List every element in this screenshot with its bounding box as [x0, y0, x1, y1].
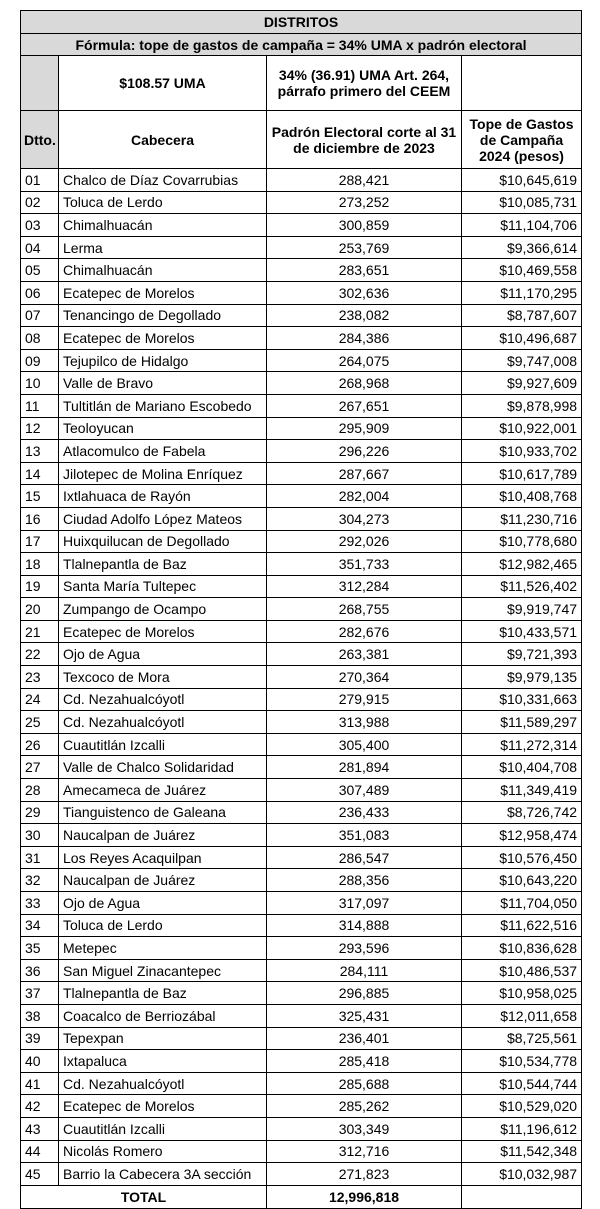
cell-dtto: 03 [21, 214, 59, 237]
cell-padron: 292,026 [267, 530, 462, 553]
cell-cabecera: Cuautitlán Izcalli [59, 733, 267, 756]
cell-padron: 304,273 [267, 507, 462, 530]
cell-dtto: 24 [21, 688, 59, 711]
cell-tope: $11,589,297 [462, 711, 582, 734]
cell-cabecera: Cd. Nezahualcóyotl [59, 688, 267, 711]
cell-tope: $9,747,008 [462, 349, 582, 372]
cell-dtto: 02 [21, 191, 59, 214]
table-row [21, 281, 582, 304]
table-row [21, 259, 582, 282]
cell-tope: $10,643,220 [462, 869, 582, 892]
cell-dtto: 37 [21, 982, 59, 1005]
cell-dtto: 21 [21, 620, 59, 643]
cell-cabecera: Barrio la Cabecera 3A sección [59, 1163, 267, 1186]
cell-padron: 293,596 [267, 937, 462, 960]
cell-cabecera: Teoloyucan [59, 417, 267, 440]
cell-dtto: 09 [21, 349, 59, 372]
cell-padron: 302,636 [267, 281, 462, 304]
cell-cabecera: Naucalpan de Juárez [59, 824, 267, 847]
table-row [21, 169, 582, 192]
cell-dtto: 22 [21, 643, 59, 666]
table-row [21, 214, 582, 237]
cell-cabecera: Cd. Nezahualcóyotl [59, 711, 267, 734]
cell-tope: $10,933,702 [462, 440, 582, 463]
cell-padron: 285,418 [267, 1050, 462, 1073]
table-row [21, 1140, 582, 1163]
table-row [21, 666, 582, 689]
distritos-sheet [20, 10, 581, 1209]
cell-dtto: 40 [21, 1050, 59, 1073]
cell-padron: 312,716 [267, 1140, 462, 1163]
cell-tope: $12,011,658 [462, 1004, 582, 1027]
cell-cabecera: Tlalnepantla de Baz [59, 553, 267, 576]
cell-tope: $10,836,628 [462, 937, 582, 960]
table-row [21, 846, 582, 869]
cell-padron: 267,651 [267, 394, 462, 417]
cell-padron: 314,888 [267, 914, 462, 937]
table-row [21, 892, 582, 915]
cell-tope: $10,958,025 [462, 982, 582, 1005]
cell-padron: 273,252 [267, 191, 462, 214]
cell-padron: 253,769 [267, 236, 462, 259]
uma-percent: 34% (36.91) UMA Art. 264, párrafo primero del CEEM [267, 56, 462, 111]
col-header-padron: Padrón Electoral corte al 31 de diciembre de 2023 [267, 111, 462, 169]
cell-tope: $9,919,747 [462, 598, 582, 621]
cell-dtto: 42 [21, 1095, 59, 1118]
col-header-tope: Tope de Gastos de Campaña 2024 (pesos) [462, 111, 582, 169]
cell-padron: 285,262 [267, 1095, 462, 1118]
cell-cabecera: Ecatepec de Morelos [59, 620, 267, 643]
cell-cabecera: Ojo de Agua [59, 643, 267, 666]
table-row [21, 733, 582, 756]
cell-padron: 271,823 [267, 1163, 462, 1186]
table-row [21, 191, 582, 214]
cell-tope: $11,230,716 [462, 507, 582, 530]
cell-padron: 281,894 [267, 756, 462, 779]
uma-value: $108.57 UMA [59, 56, 267, 111]
cell-dtto: 11 [21, 394, 59, 417]
cell-padron: 279,915 [267, 688, 462, 711]
table-row [21, 1117, 582, 1140]
table-row [21, 507, 582, 530]
cell-cabecera: Cd. Nezahualcóyotl [59, 1072, 267, 1095]
col-header-cabecera: Cabecera [59, 111, 267, 169]
cell-cabecera: Ojo de Agua [59, 892, 267, 915]
total-row [21, 1185, 582, 1208]
cell-tope: $10,922,001 [462, 417, 582, 440]
table-row [21, 417, 582, 440]
table-row [21, 485, 582, 508]
cell-tope: $9,721,393 [462, 643, 582, 666]
column-header-row [21, 111, 582, 169]
cell-padron: 282,004 [267, 485, 462, 508]
cell-dtto: 39 [21, 1027, 59, 1050]
cell-cabecera: Coacalco de Berriozábal [59, 1004, 267, 1027]
cell-tope: $10,032,987 [462, 1163, 582, 1186]
cell-dtto: 36 [21, 959, 59, 982]
cell-cabecera: Ecatepec de Morelos [59, 327, 267, 350]
cell-dtto: 19 [21, 575, 59, 598]
cell-dtto: 41 [21, 1072, 59, 1095]
cell-dtto: 16 [21, 507, 59, 530]
cell-padron: 268,755 [267, 598, 462, 621]
table-row [21, 756, 582, 779]
cell-padron: 268,968 [267, 372, 462, 395]
cell-tope: $9,878,998 [462, 394, 582, 417]
cell-dtto: 06 [21, 281, 59, 304]
cell-dtto: 08 [21, 327, 59, 350]
cell-tope: $9,366,614 [462, 236, 582, 259]
cell-cabecera: Chimalhuacán [59, 214, 267, 237]
cell-cabecera: Naucalpan de Juárez [59, 869, 267, 892]
cell-dtto: 13 [21, 440, 59, 463]
cell-tope: $10,617,789 [462, 462, 582, 485]
cell-cabecera: San Miguel Zinacantepec [59, 959, 267, 982]
cell-tope: $10,544,744 [462, 1072, 582, 1095]
cell-cabecera: Tenancingo de Degollado [59, 304, 267, 327]
table-row [21, 1095, 582, 1118]
cell-dtto: 01 [21, 169, 59, 192]
cell-tope: $8,787,607 [462, 304, 582, 327]
table-row [21, 1004, 582, 1027]
cell-dtto: 43 [21, 1117, 59, 1140]
cell-dtto: 34 [21, 914, 59, 937]
cell-cabecera: Ecatepec de Morelos [59, 1095, 267, 1118]
formula-row [21, 34, 582, 56]
cell-dtto: 30 [21, 824, 59, 847]
table-row [21, 553, 582, 576]
uma-blank [462, 56, 582, 111]
cell-cabecera: Tejupilco de Hidalgo [59, 349, 267, 372]
cell-cabecera: Lerma [59, 236, 267, 259]
distritos-table [20, 10, 582, 1209]
cell-cabecera: Zumpango de Ocampo [59, 598, 267, 621]
table-row [21, 779, 582, 802]
cell-dtto: 45 [21, 1163, 59, 1186]
cell-dtto: 14 [21, 462, 59, 485]
cell-tope: $10,469,558 [462, 259, 582, 282]
cell-cabecera: Tultitlán de Mariano Escobedo [59, 394, 267, 417]
cell-dtto: 10 [21, 372, 59, 395]
table-row [21, 914, 582, 937]
cell-dtto: 05 [21, 259, 59, 282]
table-row [21, 1027, 582, 1050]
cell-dtto: 04 [21, 236, 59, 259]
cell-tope: $11,349,419 [462, 779, 582, 802]
cell-padron: 305,400 [267, 733, 462, 756]
cell-padron: 270,364 [267, 666, 462, 689]
cell-cabecera: Ixtlahuaca de Rayón [59, 485, 267, 508]
cell-padron: 296,885 [267, 982, 462, 1005]
cell-dtto: 12 [21, 417, 59, 440]
cell-padron: 300,859 [267, 214, 462, 237]
table-row [21, 959, 582, 982]
table-row [21, 1050, 582, 1073]
table-row [21, 801, 582, 824]
table-row [21, 620, 582, 643]
cell-cabecera: Ciudad Adolfo López Mateos [59, 507, 267, 530]
cell-padron: 351,083 [267, 824, 462, 847]
cell-padron: 317,097 [267, 892, 462, 915]
cell-dtto: 31 [21, 846, 59, 869]
cell-padron: 284,386 [267, 327, 462, 350]
cell-dtto: 07 [21, 304, 59, 327]
cell-cabecera: Valle de Bravo [59, 372, 267, 395]
cell-cabecera: Texcoco de Mora [59, 666, 267, 689]
cell-cabecera: Ecatepec de Morelos [59, 281, 267, 304]
table-row [21, 824, 582, 847]
table-row [21, 575, 582, 598]
cell-tope: $10,778,680 [462, 530, 582, 553]
cell-tope: $11,104,706 [462, 214, 582, 237]
cell-padron: 283,651 [267, 259, 462, 282]
cell-cabecera: Los Reyes Acaquilpan [59, 846, 267, 869]
table-row [21, 530, 582, 553]
cell-dtto: 15 [21, 485, 59, 508]
cell-cabecera: Atlacomulco de Fabela [59, 440, 267, 463]
cell-tope: $11,196,612 [462, 1117, 582, 1140]
table-row [21, 937, 582, 960]
cell-padron: 286,547 [267, 846, 462, 869]
cell-dtto: 20 [21, 598, 59, 621]
cell-tope: $12,982,465 [462, 553, 582, 576]
cell-padron: 307,489 [267, 779, 462, 802]
table-row [21, 349, 582, 372]
cell-dtto: 38 [21, 1004, 59, 1027]
cell-dtto: 35 [21, 937, 59, 960]
table-row [21, 711, 582, 734]
cell-tope: $11,704,050 [462, 892, 582, 915]
cell-dtto: 28 [21, 779, 59, 802]
cell-tope: $11,622,516 [462, 914, 582, 937]
cell-cabecera: Chimalhuacán [59, 259, 267, 282]
cell-cabecera: Toluca de Lerdo [59, 191, 267, 214]
table-row [21, 1072, 582, 1095]
cell-tope: $11,272,314 [462, 733, 582, 756]
cell-padron: 296,226 [267, 440, 462, 463]
cell-padron: 288,356 [267, 869, 462, 892]
cell-tope: $8,725,561 [462, 1027, 582, 1050]
cell-cabecera: Jilotepec de Molina Enríquez [59, 462, 267, 485]
table-title: DISTRITOS [21, 11, 582, 34]
cell-cabecera: Santa María Tultepec [59, 575, 267, 598]
formula-text: Fórmula: tope de gastos de campaña = 34% UMA x padrón electoral [21, 34, 582, 56]
table-row [21, 598, 582, 621]
cell-dtto: 25 [21, 711, 59, 734]
cell-tope: $12,958,474 [462, 824, 582, 847]
cell-tope: $11,170,295 [462, 281, 582, 304]
cell-cabecera: Ixtapaluca [59, 1050, 267, 1073]
uma-spacer [21, 56, 59, 111]
cell-tope: $10,433,571 [462, 620, 582, 643]
cell-cabecera: Chalco de Díaz Covarrubias [59, 169, 267, 192]
cell-cabecera: Amecameca de Juárez [59, 779, 267, 802]
cell-dtto: 18 [21, 553, 59, 576]
cell-dtto: 23 [21, 666, 59, 689]
cell-padron: 313,988 [267, 711, 462, 734]
cell-cabecera: Cuautitlán Izcalli [59, 1117, 267, 1140]
cell-tope: $10,529,020 [462, 1095, 582, 1118]
cell-tope: $10,645,619 [462, 169, 582, 192]
table-row [21, 327, 582, 350]
cell-padron: 288,421 [267, 169, 462, 192]
uma-row [21, 56, 582, 111]
cell-padron: 295,909 [267, 417, 462, 440]
total-padron: 12,996,818 [267, 1185, 462, 1208]
total-tope [462, 1185, 582, 1208]
cell-padron: 287,667 [267, 462, 462, 485]
table-row [21, 688, 582, 711]
cell-cabecera: Valle de Chalco Solidaridad [59, 756, 267, 779]
table-row [21, 462, 582, 485]
table-row [21, 304, 582, 327]
table-row [21, 440, 582, 463]
cell-dtto: 44 [21, 1140, 59, 1163]
table-row [21, 372, 582, 395]
cell-tope: $9,979,135 [462, 666, 582, 689]
cell-dtto: 27 [21, 756, 59, 779]
cell-padron: 238,082 [267, 304, 462, 327]
cell-padron: 236,433 [267, 801, 462, 824]
cell-tope: $10,408,768 [462, 485, 582, 508]
table-row [21, 982, 582, 1005]
cell-tope: $10,576,450 [462, 846, 582, 869]
cell-padron: 325,431 [267, 1004, 462, 1027]
cell-dtto: 29 [21, 801, 59, 824]
cell-tope: $10,486,537 [462, 959, 582, 982]
cell-cabecera: Metepec [59, 937, 267, 960]
cell-tope: $9,927,609 [462, 372, 582, 395]
total-label: TOTAL [21, 1185, 267, 1208]
cell-tope: $10,331,663 [462, 688, 582, 711]
cell-tope: $8,726,742 [462, 801, 582, 824]
cell-dtto: 32 [21, 869, 59, 892]
table-row [21, 394, 582, 417]
cell-padron: 282,676 [267, 620, 462, 643]
cell-tope: $10,404,708 [462, 756, 582, 779]
cell-padron: 303,349 [267, 1117, 462, 1140]
cell-dtto: 33 [21, 892, 59, 915]
col-header-dtto: Dtto. [21, 111, 59, 169]
cell-padron: 285,688 [267, 1072, 462, 1095]
cell-tope: $10,534,778 [462, 1050, 582, 1073]
cell-padron: 263,381 [267, 643, 462, 666]
title-row [21, 11, 582, 34]
cell-padron: 312,284 [267, 575, 462, 598]
cell-padron: 264,075 [267, 349, 462, 372]
cell-cabecera: Tlalnepantla de Baz [59, 982, 267, 1005]
cell-tope: $11,542,348 [462, 1140, 582, 1163]
cell-cabecera: Huixquilucan de Degollado [59, 530, 267, 553]
cell-tope: $10,085,731 [462, 191, 582, 214]
cell-padron: 284,111 [267, 959, 462, 982]
table-row [21, 643, 582, 666]
cell-cabecera: Tianguistenco de Galeana [59, 801, 267, 824]
cell-tope: $10,496,687 [462, 327, 582, 350]
cell-dtto: 17 [21, 530, 59, 553]
cell-padron: 351,733 [267, 553, 462, 576]
cell-padron: 236,401 [267, 1027, 462, 1050]
cell-dtto: 26 [21, 733, 59, 756]
cell-cabecera: Tepexpan [59, 1027, 267, 1050]
cell-cabecera: Nicolás Romero [59, 1140, 267, 1163]
table-row [21, 236, 582, 259]
cell-tope: $11,526,402 [462, 575, 582, 598]
table-row [21, 1163, 582, 1186]
table-body [21, 169, 582, 1186]
table-row [21, 869, 582, 892]
cell-cabecera: Toluca de Lerdo [59, 914, 267, 937]
